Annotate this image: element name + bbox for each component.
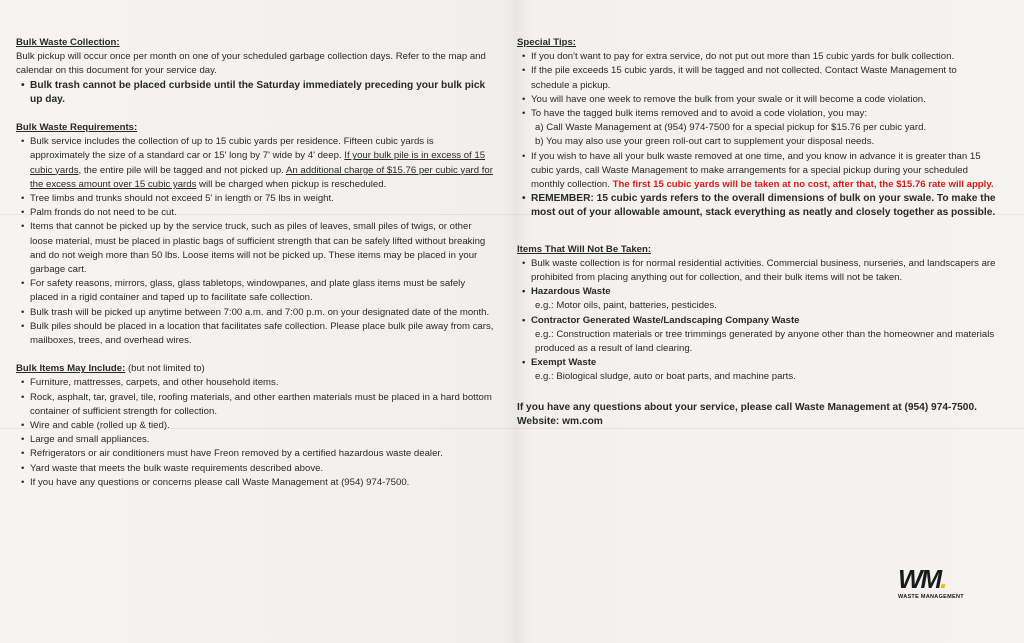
requirement-item: • Tree limbs and trunks should not exceed 5' in length or 75 lbs in weight. [16,192,496,206]
include-heading-line [16,362,496,376]
include-item: • Yard waste that meets the bulk waste requirements described above. [16,462,496,476]
include-item: • Wire and cable (rolled up & tied). [16,419,496,433]
requirement-text: Bulk service includes the collection of up to 15 cubic yards per residence. Fifteen cubic yards is approximately the size of a standard car or 15' long by 7' wide by 4' deep. [30,136,434,162]
requirement-item [16,135,496,192]
not-taken-example: e.g.: Biological sludge, auto or boat parts, and machine parts. [535,371,796,383]
include-item: • Large and small appliances. [16,433,496,447]
logo-letter-m: M [920,564,941,594]
tip-item: • If the pile exceeds 15 cubic yards, it will be tagged and not collected. Contact Waste Management to schedule a pickup. [517,64,997,92]
requirement-item: • Palm fronds do not need to be cut. [16,206,496,220]
tip-subitem: b) You may also use your green roll-out cart to supplement your disposal needs. [535,136,875,148]
collection-intro: Bulk pickup will occur once per month on one of your scheduled garbage collection days. Refer to the map and calendar on this document for your service day. [16,51,486,77]
include-item: • If you have any questions or concerns please call Waste Management at (954) 974-7500. [16,476,496,490]
waste-management-logo [898,566,992,606]
tip-subitem: a) Call Waste Management at (954) 974-7500 for a special pickup for $15.76 per cubic yard. [535,122,927,134]
collection-list [16,79,496,107]
not-taken-category: • Exempt Waste [517,356,997,370]
collection-bullet: • Bulk trash cannot be placed curbside until the Saturday immediately preceding your bulk pick up day. [16,79,496,107]
tip-item: • You will have one week to remove the bulk from your swale or it will become a code violation. [517,93,997,107]
tip-highlight: The first 15 cubic yards will be taken at no cost, after that, the $15.76 rate will apply. [612,179,994,191]
requirements-list [16,135,496,348]
include-list [16,376,496,490]
logo-dot: . [940,564,946,594]
requirement-text: will be charged when pickup is rescheduled. [196,178,387,190]
not-taken-example: e.g.: Motor oils, paint, batteries, pesticides. [535,300,717,312]
collection-heading: Bulk Waste Collection: [16,37,120,48]
tips-heading: Special Tips: [517,37,577,48]
not-taken-heading: Items That Will Not Be Taken: [517,243,652,255]
include-heading: Bulk Items May Include: [16,363,126,375]
right-column [517,36,997,429]
not-taken-list [517,257,997,385]
requirement-text: , the entire pile will be tagged and not picked up. [78,164,287,176]
not-taken-item: • Bulk waste collection is for normal residential activities. Commercial business, nurseries, and landscapers are prohibited from placing anything out for collection, and their bulk items will not be taken. [517,257,997,285]
include-item: • Rock, asphalt, tar, gravel, tile, roofing materials, and other earthen materials must be placed in a hard bottom container of sufficient strength for collection. [16,391,496,419]
include-note: (but not limited to) [125,363,205,375]
not-taken-category: • Hazardous Waste [517,285,997,299]
tip-item [517,150,997,193]
requirement-underlined-text: If your bulk pile is in excess of 15 cubic yards [30,150,486,176]
tip-text: If you wish to have all your bulk waste removed at one time, and you know in advance it is greater than 15 cubic yards, call Waste Management to make arrangements for a special pickup during your scheduled monthly collection. [531,150,981,191]
tips-list [517,50,997,220]
logo-wordmark: WASTE MANAGEMENT [898,594,964,600]
include-item: • Refrigerators or air conditioners must have Freon removed by a certified hazardous waste dealer. [16,447,496,461]
contact-info: If you have any questions about your service, please call Waste Management at (954) 974-7500. Website: wm.com [517,401,977,427]
requirement-item: • Bulk piles should be placed in a location that facilitates safe collection. Please place bulk pile away from cars, mailboxes, trees, and overhead wires. [16,320,496,348]
include-item: • Furniture, mattresses, carpets, and other household items. [16,376,496,390]
requirements-heading: Bulk Waste Requirements: [16,122,138,134]
logo-letter-w: W [898,564,921,594]
requirement-item: • For safety reasons, mirrors, glass, glass tabletops, windowpanes, and plate glass items must be safely placed in a rigid container and taped up to facilitate safe collection. [16,277,496,305]
not-taken-example: e.g.: Construction materials or tree trimmings generated by anyone other than the homeowner and materials produced as a result of land clearing. [535,328,995,355]
tip-item-remember: • REMEMBER: 15 cubic yards refers to the overall dimensions of bulk on your swale. To make the most out of your allowable amount, stack everything as neatly and closely together as possible. [517,192,997,220]
tip-item: • If you don't want to pay for extra service, do not put out more than 15 cubic yards for bulk collection. [517,50,997,64]
logo-mark [898,566,992,592]
not-taken-category: • Contractor Generated Waste/Landscaping Company Waste [517,314,997,328]
requirement-item: • Bulk trash will be picked up anytime between 7:00 a.m. and 7:00 p.m. on your designated date of the month. [16,306,496,320]
requirement-underlined-text: An additional charge of $15.76 per cubic yard for the excess amount over 15 cubic yards [30,164,493,190]
left-column [16,36,496,490]
tip-item: • To have the tagged bulk items removed and to avoid a code violation, you may: [517,107,997,121]
requirement-item: • Items that cannot be picked up by the service truck, such as piles of leaves, small piles of twigs, or other loose material, must be placed in plastic bags of sufficient strength that can be safely lifted without breaking and do not weigh more than 50 lbs. Loose items will not be picked up. These items may be placed in your garbage cart. [16,220,496,277]
